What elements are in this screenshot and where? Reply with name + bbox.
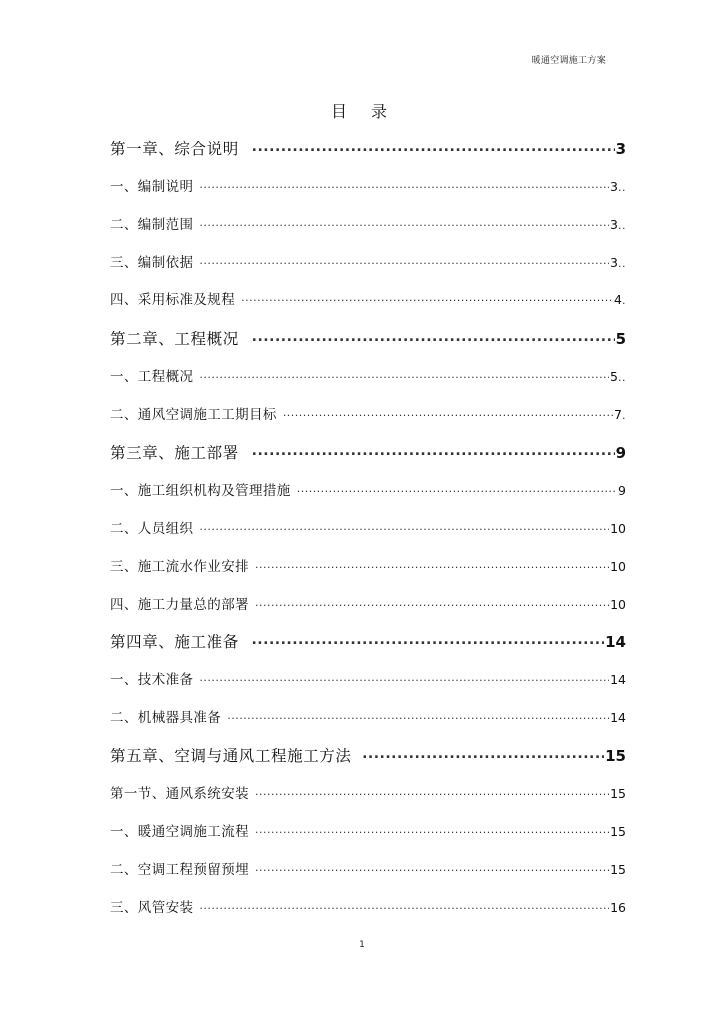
toc-title-right: 录	[371, 102, 394, 121]
toc-entry-label: 一、技术准备	[110, 672, 194, 688]
toc-entry-page-number: 7	[614, 407, 622, 422]
toc-chapter-entry[interactable]	[110, 327, 626, 349]
toc-section-entry[interactable]	[110, 251, 626, 273]
toc-section-entry[interactable]	[110, 668, 626, 690]
toc-entry-label: 第五章、空调与通风工程施工方法	[110, 747, 352, 765]
toc-entry-tail: ..	[618, 257, 626, 270]
toc-entry-page-number: 5	[610, 369, 618, 384]
toc-entry-page-number: 3	[610, 217, 618, 232]
toc-section-entry[interactable]	[110, 782, 626, 804]
toc-section-entry[interactable]	[110, 517, 626, 539]
toc-section-entry[interactable]	[110, 858, 626, 880]
toc-entry-label: 二、空调工程预留预埋	[110, 862, 249, 878]
toc-section-entry[interactable]	[110, 365, 626, 387]
toc-entry-label: 一、工程概况	[110, 369, 194, 385]
toc-leader-dots	[255, 558, 609, 571]
toc-leader-dots	[199, 899, 609, 912]
toc-leader-dots	[283, 406, 613, 419]
toc-entry-tail: ..	[618, 219, 626, 232]
toc-leader-dots	[227, 709, 609, 722]
toc-entry-page-number: 10	[610, 521, 626, 536]
running-header: 暖通空调施工方案	[531, 56, 606, 66]
toc-section-entry[interactable]	[110, 213, 626, 235]
toc-chapter-entry[interactable]	[110, 441, 626, 463]
toc-entry-label: 三、施工流水作业安排	[110, 559, 249, 575]
toc-entry-tail: ..	[618, 371, 626, 384]
toc-entry-label: 四、采用标准及规程	[110, 292, 236, 308]
toc-entry-page-number: 10	[610, 597, 626, 612]
toc-entry-tail: .	[622, 294, 626, 307]
toc-entry-page-number: 9	[615, 444, 626, 462]
toc-entry-page-number: 14	[610, 672, 626, 687]
toc-leader-dots	[199, 368, 609, 381]
toc-entry-page-number: 3	[610, 255, 618, 270]
toc-entry-label: 一、暖通空调施工流程	[110, 824, 249, 840]
toc-entry-label: 二、编制范围	[110, 217, 194, 233]
toc-section-entry[interactable]	[110, 479, 626, 501]
page-number: 1	[359, 940, 365, 950]
toc-section-entry[interactable]	[110, 555, 626, 577]
toc-section-entry[interactable]	[110, 403, 626, 425]
toc-section-entry[interactable]	[110, 820, 626, 842]
toc-leader-dots	[199, 178, 609, 191]
toc-leader-dots	[199, 671, 609, 684]
toc-leader-dots	[252, 329, 615, 345]
toc-leader-dots	[255, 823, 609, 836]
toc-entry-tail: .	[622, 409, 626, 422]
toc-entry-page-number: 15	[610, 786, 626, 801]
toc-entry-page-number: 15	[610, 824, 626, 839]
toc-title-left: 目	[330, 102, 353, 121]
toc-section-entry[interactable]	[110, 288, 626, 310]
toc-section-entry[interactable]	[110, 706, 626, 728]
toc-entry-page-number: 14	[605, 633, 626, 651]
toc-chapter-entry[interactable]	[110, 630, 626, 652]
toc-leader-dots	[199, 216, 609, 229]
toc-entry-page-number: 3	[610, 179, 618, 194]
toc-leader-dots	[297, 482, 617, 495]
toc-entry-label: 第三章、施工部署	[110, 444, 239, 462]
toc-leader-dots	[252, 139, 615, 155]
toc-leader-dots	[199, 520, 609, 533]
toc-entry-label: 第一节、通风系统安装	[110, 786, 249, 802]
toc-leader-dots	[241, 291, 613, 304]
toc-entry-label: 第一章、综合说明	[110, 140, 239, 158]
toc-entry-label: 二、机械器具准备	[110, 710, 222, 726]
toc-leader-dots	[255, 861, 609, 874]
toc-entry-label: 一、施工组织机构及管理措施	[110, 483, 291, 499]
toc-entry-label: 三、风管安装	[110, 900, 194, 916]
toc-entry-label: 二、通风空调施工工期目标	[110, 407, 277, 423]
toc-entry-tail: ..	[618, 181, 626, 194]
toc-leader-dots	[199, 254, 609, 267]
toc-entry-page-number: 10	[610, 559, 626, 574]
toc-entry-page-number: 14	[610, 710, 626, 725]
toc-entry-label: 第二章、工程概况	[110, 330, 239, 348]
toc-leader-dots	[362, 746, 604, 762]
toc-entry-label: 二、人员组织	[110, 521, 194, 537]
toc-entry-page-number: 4	[614, 292, 622, 307]
toc-entry-page-number: 3	[615, 140, 626, 158]
toc-section-entry[interactable]	[110, 593, 626, 615]
toc-entry-label: 第四章、施工准备	[110, 633, 239, 651]
toc-chapter-entry[interactable]	[110, 137, 626, 159]
toc-entry-label: 四、施工力量总的部署	[110, 597, 249, 613]
toc-leader-dots	[255, 596, 609, 609]
toc-entry-page-number: 9	[618, 483, 626, 498]
toc-entry-page-number: 15	[605, 747, 626, 765]
toc-leader-dots	[255, 785, 609, 798]
toc-entry-page-number: 15	[610, 862, 626, 877]
toc-entry-label: 一、编制说明	[110, 179, 194, 195]
toc-leader-dots	[251, 632, 604, 648]
toc-chapter-entry[interactable]	[110, 744, 626, 766]
toc-entry-label: 三、编制依据	[110, 255, 194, 271]
toc-section-entry[interactable]	[110, 175, 626, 197]
toc-section-entry[interactable]	[110, 896, 626, 918]
toc-entry-page-number: 5	[615, 330, 626, 348]
toc-leader-dots	[252, 443, 615, 459]
toc-entry-page-number: 16	[610, 900, 626, 915]
